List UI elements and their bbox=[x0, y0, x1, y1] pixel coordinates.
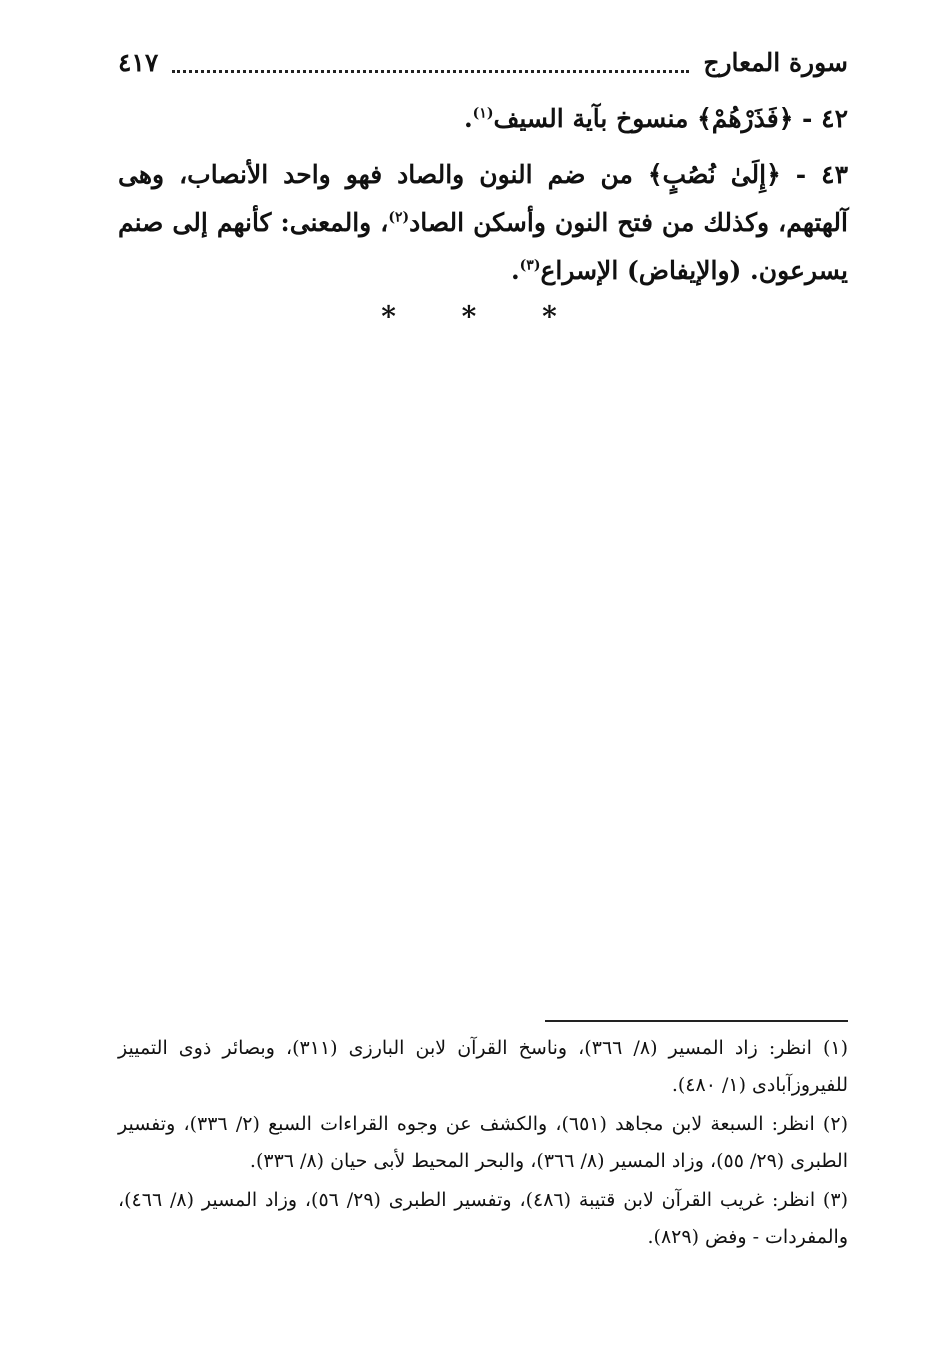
footnotes bbox=[118, 1030, 848, 1258]
paragraph-42-end: . bbox=[463, 104, 473, 133]
page-number: ٤١٧ bbox=[118, 47, 159, 77]
footnote-3: (٣) انظر: غريب القرآن لابن قتيبة (٤٨٦)، وتفسير الطبرى (٢٩/ ٥٦)، وزاد المسير (٨/ ٤٦٦)، والمفردات - وفض (٨٢٩). bbox=[118, 1189, 848, 1248]
header-dotted-leader bbox=[172, 60, 689, 73]
footnote-ref-3[interactable]: (٣) bbox=[519, 257, 541, 274]
paragraph-43 bbox=[118, 151, 848, 295]
section-separator: * * * bbox=[381, 300, 585, 333]
surah-title: سورة المعارج bbox=[703, 47, 848, 77]
paragraph-42 bbox=[118, 95, 848, 143]
paragraph-43-text-b: ، والمعنى: كأنهم إلى صنم يسرعون. (والإيفاض) الإسراع bbox=[118, 208, 848, 285]
paragraph-43-text-a: ٤٣ - ﴿إِلَىٰ نُصُبٍ﴾ من ضم النون والصاد فهو واحد الأنصاب، وهى آلهتهم، وكذلك من فتح النون وأسكن الصاد bbox=[118, 160, 849, 237]
page-header bbox=[118, 42, 848, 82]
paragraph-43-end: . bbox=[510, 256, 520, 285]
footnote-ref-2[interactable]: (٢) bbox=[388, 209, 410, 226]
footnote-1: (١) انظر: زاد المسير (٨/ ٣٦٦)، وناسخ القرآن لابن البارزى (٣١١)، وبصائر ذوى التمييز للفيروزآبادى (١/ ٤٨٠). bbox=[118, 1037, 849, 1096]
main-text bbox=[118, 95, 848, 303]
footnote-2: (٢) انظر: السبعة لابن مجاهد (٦٥١)، والكشف عن وجوه القراءات السبع (٢/ ٣٣٦)، وتفسير الطبرى (٢٩/ ٥٥)، وزاد المسير (٨/ ٣٦٦)، والبحر المحيط لأبى حيان (٨/ ٣٣٦). bbox=[118, 1113, 848, 1172]
paragraph-42-text: ٤٢ - ﴿فَذَرْهُمْ﴾ منسوخ بآية السيف bbox=[493, 104, 848, 133]
footnote-divider bbox=[545, 1020, 848, 1022]
footnote-ref-1[interactable]: (١) bbox=[472, 105, 494, 122]
